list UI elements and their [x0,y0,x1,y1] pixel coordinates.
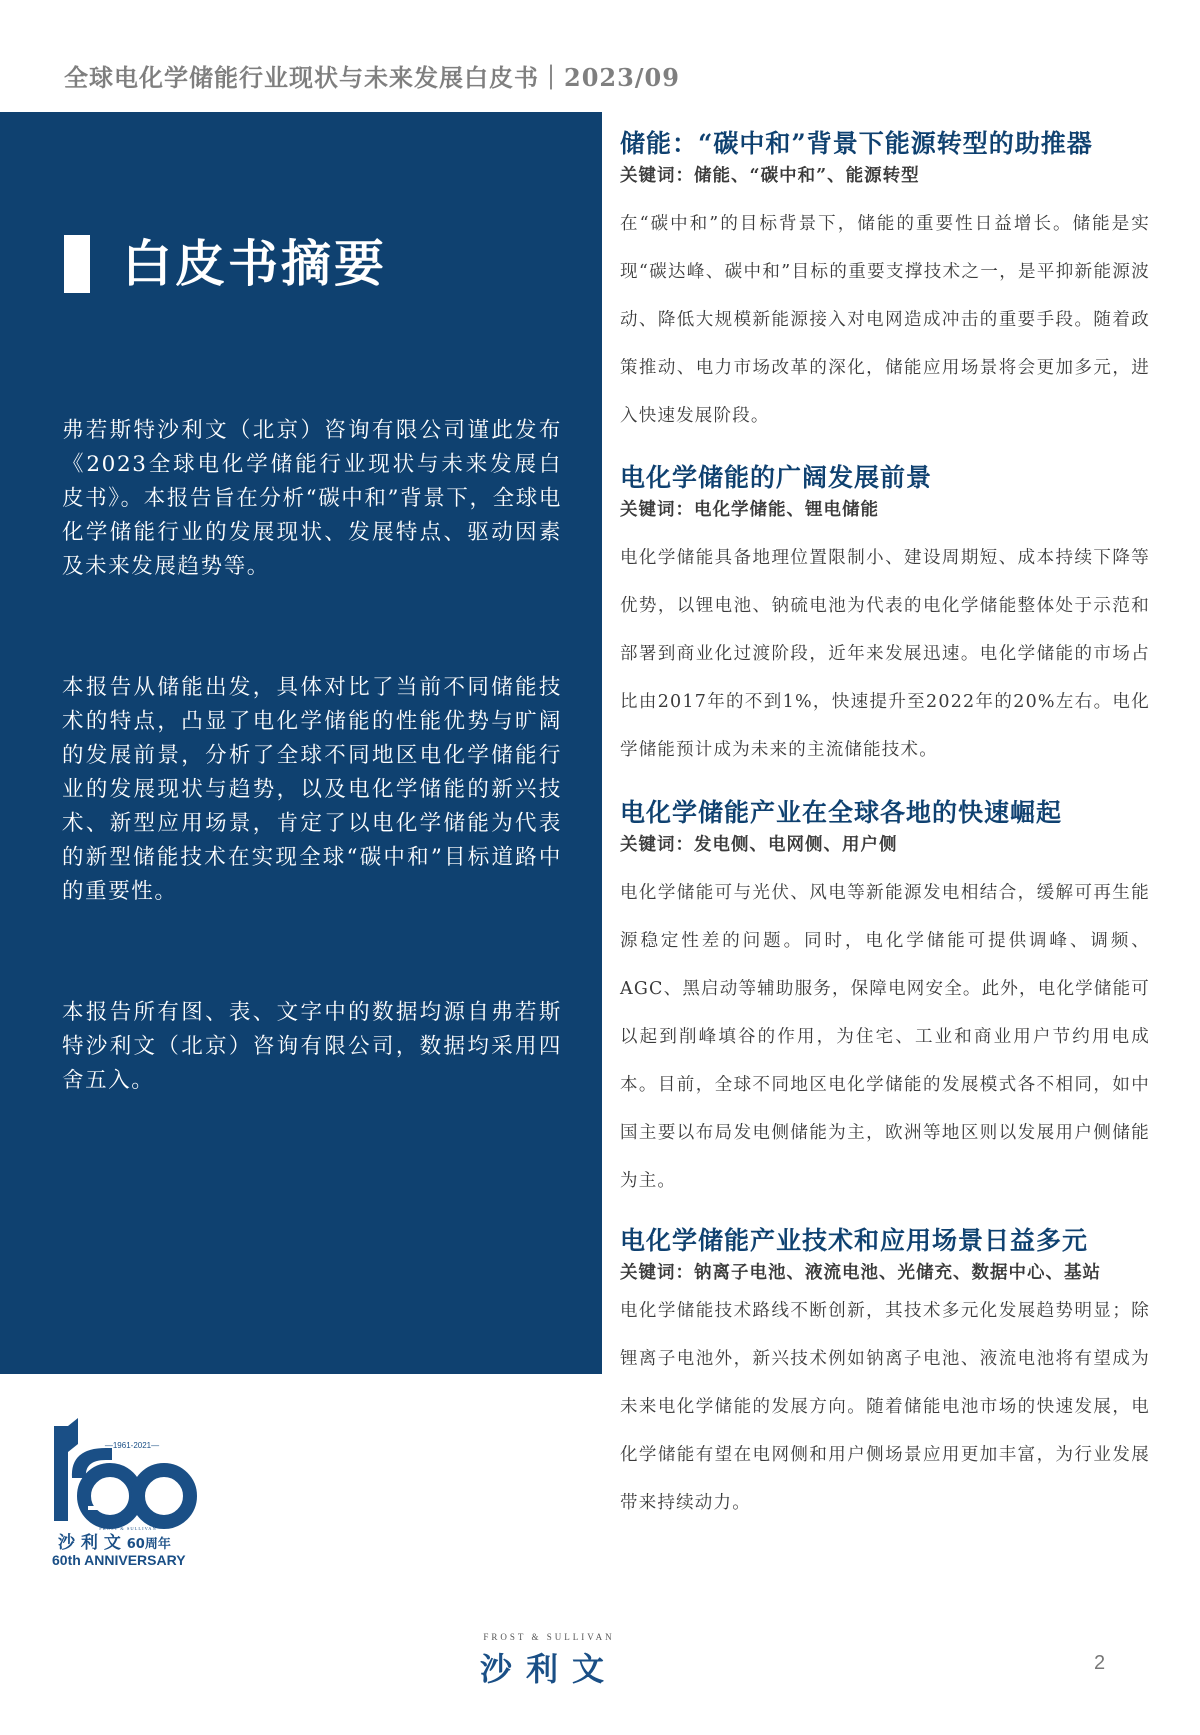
section-keywords: 关键词：储能、“碳中和”、能源转型 [620,166,920,186]
section-title: 储能：“碳中和”背景下能源转型的助推器 [620,129,1093,158]
section-body: 电化学储能可与光伏、风电等新能源发电相结合，缓解可再生能源稳定性差的问题。同时，电化学储能可提供调峰、调频、AGC、黑启动等辅助服务，保障电网安全。此外，电化学储能可以起到削峰填谷的作用，为住宅、工业和商业用户节约用电成本。目前，全球不同地区电化学储能的发展模式各不相同，如中国主要以布局发电侧储能为主，欧洲等地区则以发展用户侧储能为主。 [620,883,1150,1191]
page-number: 2 [1094,1652,1106,1674]
section-keywords: 关键词：钠离子电池、液流电池、光储充、数据中心、基站 [620,1263,1101,1283]
document-header: 全球电化学储能行业现状与未来发展白皮书｜2023/09 [64,63,680,92]
section-prospects [620,460,1150,774]
summary-paragraph-3: 本报告所有图、表、文字中的数据均源自弗若斯特沙利文（北京）咨询有限公司，数据均采用四舍五入。 [62,1000,562,1093]
section-title: 电化学储能的广阔发展前景 [620,463,933,492]
summary-title: 白皮书摘要 [122,234,387,293]
section-keywords: 关键词：发电侧、电网侧、用户侧 [620,835,898,855]
section-title: 电化学储能产业在全球各地的快速崛起 [620,798,1063,827]
section-energy-storage [620,126,1150,440]
section-keywords: 关键词：电化学储能、锂电储能 [620,500,879,520]
anniversary-label-en: 60th ANNIVERSARY [52,1552,186,1568]
section-technology [620,1223,1150,1527]
anniversary-small-text: FROST & SULLIVAN [99,1526,157,1531]
summary-paragraph-1: 弗若斯特沙利文（北京）咨询有限公司谨此发布《2023全球电化学储能行业现状与未来发展白皮书》。本报告旨在分析“碳中和”背景下，全球电化学储能行业的发展现状、发展特点、驱动因素及未来发展趋势等。 [62,418,562,579]
section-body: 电化学储能具备地理位置限制小、建设周期短、成本持续下降等优势，以锂电池、钠硫电池为代表的电化学储能整体处于示范和部署到商业化过渡阶段，近年来发展迅速。电化学储能的市场占比由2017年的不到1%，快速提升至2022年的20%左右。电化学储能预计成为未来的主流储能技术。 [620,548,1150,760]
footer-brand-logo: 沙利文 [479,1650,618,1688]
title-accent-bar [64,235,90,293]
section-global-rise [620,795,1150,1205]
anniversary-name: 沙 利 文 60周年 [58,1533,171,1553]
section-body: 电化学储能技术路线不断创新，其技术多元化发展趋势明显；除锂离子电池外，新兴技术例如钠离子电池、液流电池将有望成为未来电化学储能的发展方向。随着储能电池市场的快速发展，电化学储能有望在电网侧和用户侧场景应用更加丰富，为行业发展带来持续动力。 [620,1301,1150,1513]
section-body: 在“碳中和”的目标背景下，储能的重要性日益增长。储能是实现“碳达峰、碳中和”目标的重要支撑技术之一，是平抑新能源波动、降低大规模新能源接入对电网造成冲击的重要手段。随着政策推动、电力市场改革的深化，储能应用场景将会更加多元，进入快速发展阶段。 [620,214,1150,426]
section-title: 电化学储能产业技术和应用场景日益多元 [620,1226,1089,1255]
anniversary-years: —1961-2021— [104,1441,160,1450]
summary-paragraph-2: 本报告从储能出发，具体对比了当前不同储能技术的特点，凸显了电化学储能的性能优势与旷阔的发展前景，分析了全球不同地区电化学储能行业的发展现状与趋势，以及电化学储能的新兴技术、新型应用场景，肯定了以电化学储能为代表的新型储能技术在实现全球“碳中和”目标道路中的重要性。 [62,675,562,904]
footer-brand-en: FROST & SULLIVAN [483,1632,615,1642]
